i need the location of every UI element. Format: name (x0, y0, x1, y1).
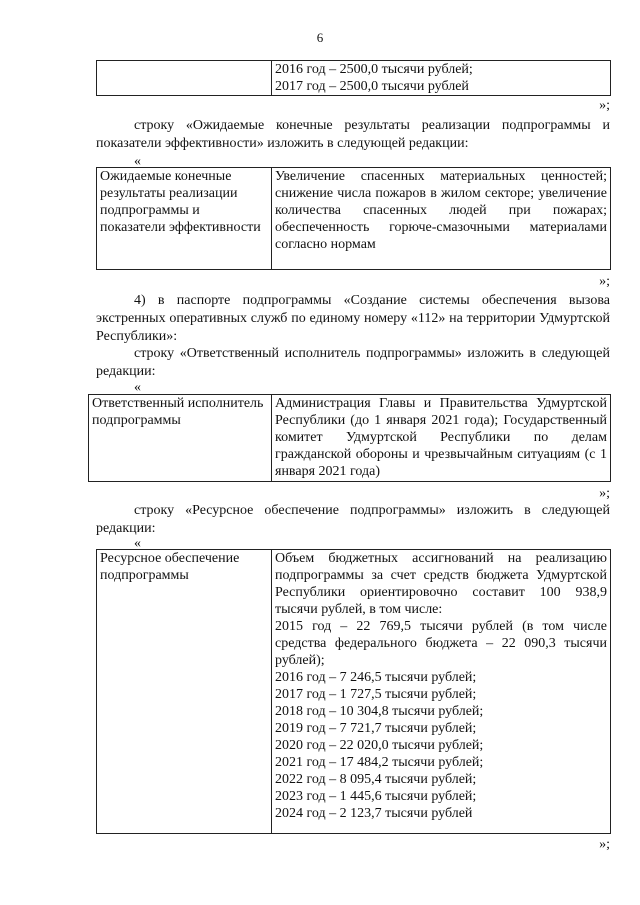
resource-year-line: 2021 год – 17 484,2 тысячи рублей; (275, 755, 484, 770)
table-budget-continuation (96, 60, 611, 96)
table-content-cell (272, 550, 611, 834)
table-label-cell: Ожидаемые конечные результаты реализации подпрограммы и показатели эффективности (97, 168, 272, 270)
closing-quote: »; (599, 98, 610, 113)
page-number: 6 (316, 30, 324, 45)
resource-year-line: 2017 год – 1 727,5 тысячи рублей; (275, 687, 477, 702)
table-responsible-executor (88, 394, 611, 482)
paragraph-responsible-instruction: строку «Ответственный исполнитель подпрограммы» изложить в следующей редакции: (96, 346, 610, 379)
table-content-cell (272, 61, 611, 96)
opening-quote: « (134, 380, 141, 395)
resource-year-line: 2022 год – 8 095,4 тысячи рублей; (275, 772, 477, 787)
resource-year-line: 2023 год – 1 445,6 тысячи рублей; (275, 789, 477, 804)
resource-year-line: 2019 год – 7 721,7 тысячи рублей; (275, 721, 477, 736)
resource-year-line: 2016 год – 7 246,5 тысячи рублей; (275, 670, 477, 685)
table-label-cell: Ответственный исполнитель подпрограммы (89, 395, 272, 482)
resource-year-2015: 2015 год – 22 769,5 тысячи рублей (в том числе средства федерального бюджета – 22 090,3 тысячи рублей); (275, 619, 607, 668)
paragraph-subprogram-112: 4) в паспорте подпрограммы «Создание системы обеспечения вызова экстренных оперативных служб по единому номеру «112» на территории Удмуртской Республики»: (96, 293, 610, 344)
table-resource-provision (96, 549, 611, 834)
table-content-cell: Увеличение спасенных материальных ценностей; снижение числа пожаров в жилом секторе; увеличение количества спасенных людей при пожарах; обеспеченность горюче-смазочными материалами согласно нормам (272, 168, 611, 270)
table-label-cell: Ресурсное обеспечение подпрограммы (97, 550, 272, 834)
closing-quote: »; (599, 837, 610, 852)
closing-quote: »; (599, 486, 610, 501)
table-label-cell (97, 61, 272, 96)
closing-quote: »; (599, 274, 610, 289)
resource-intro: Объем бюджетных ассигнований на реализацию подпрограммы за счет средств бюджета Удмуртской Республики ориентировочно составит 100 938,9 тысячи рублей, в том числе: (275, 551, 607, 617)
paragraph-resources-instruction: строку «Ресурсное обеспечение подпрограммы» изложить в следующей редакции: (96, 503, 610, 536)
resource-year-line: 2024 год – 2 123,7 тысячи рублей (275, 806, 473, 821)
paragraph-results-instruction: строку «Ожидаемые конечные результаты реализации подпрограммы и показатели эффективности» изложить в следующей редакции: (96, 118, 610, 151)
table-expected-results (96, 167, 611, 270)
opening-quote: « (134, 154, 141, 169)
resource-year-line: 2018 год – 10 304,8 тысячи рублей; (275, 704, 484, 719)
resource-year-line: 2020 год – 22 020,0 тысячи рублей; (275, 738, 484, 753)
budget-line: 2017 год – 2500,0 тысячи рублей (275, 79, 469, 94)
table-content-cell: Администрация Главы и Правительства Удмуртской Республики (до 1 января 2021 года); Государственный комитет Удмуртской Республики по делам гражданской обороны и чрезвычайным ситуациям (с 1 января 2021 года) (272, 395, 611, 482)
budget-line: 2016 год – 2500,0 тысячи рублей; (275, 62, 473, 77)
opening-quote: « (134, 536, 141, 551)
